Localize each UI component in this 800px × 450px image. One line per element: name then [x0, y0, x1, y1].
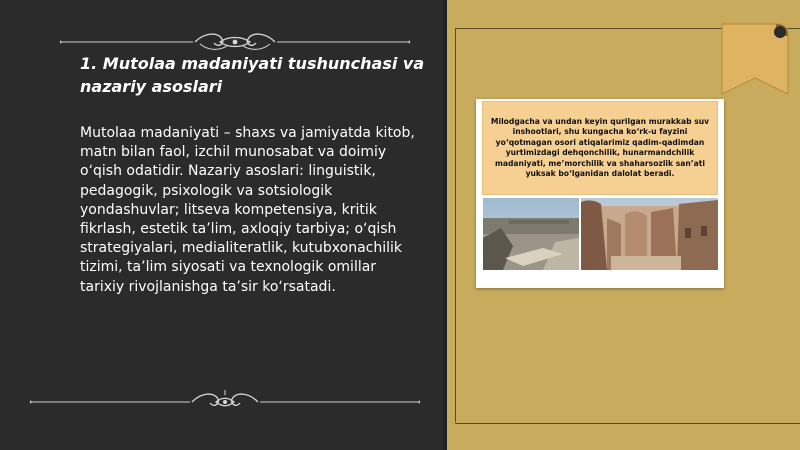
slide-title: 1. Mutolaa madaniyati tushunchasi va nazariy asoslari — [80, 54, 425, 96]
top-ornament-divider — [60, 30, 410, 54]
bookmark-ribbon-icon — [718, 20, 792, 102]
ancient-city-wall-photo — [581, 198, 718, 270]
image-card — [476, 99, 724, 288]
image-caption: Milodgacha va undan keyin qurilgan murakkab suv inshootlari, shu kungacha ko‘rk-u fayzini yo‘qotmagan osori atiqalarimiz qadim-qadimdan yurtimizdagi dehqonchilik, hunarmandchilik madaniyati, me’morchilik va shaharsozlik san’ati yuksak bo‘lganidan dalolat beradi. — [490, 116, 710, 178]
slide-body-text: Mutolaa madaniyati – shaxs va jamiyatda kitob, matn bilan faol, izchil munosabat va doimiy o‘qish odatidir. Nazariy asoslari: linguistik, pedagogik, psixologik va sotsiologik yondashuvlar; litseva kompetensiya, kritik fikrlash, estetik ta’lim, axloqiy tarbiya; o‘qish strategiyalari, medialiteratlik, kutubxonachilik tizimi, ta’lim siyosati va texnologik omillar tarixiy rivojlanishga ta’sir ko‘rsatadi. — [80, 125, 415, 295]
image-caption-box — [482, 101, 718, 195]
bottom-ornament-divider — [30, 390, 420, 414]
decorative-frame-edge — [455, 28, 456, 422]
water-structure-photo — [483, 198, 579, 270]
